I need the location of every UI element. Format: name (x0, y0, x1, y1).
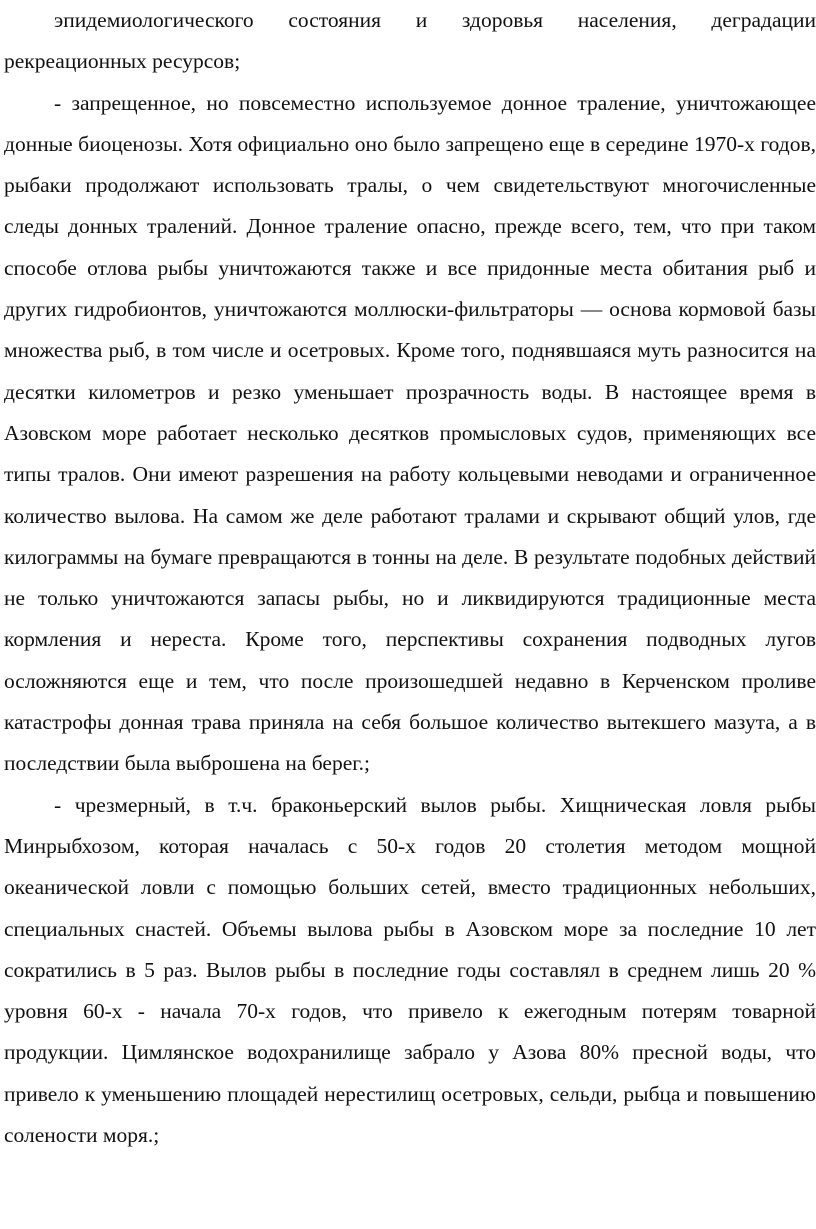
paragraph-overfishing: - чрезмерный, в т.ч. браконьерский вылов рыбы. Хищническая ловля рыбы Минрыбхозом, которая началась с 50-х годов 20 столетия методом мощной океанической ловли с помощью больших сетей, вместо традиционных небольших, специальных снастей. Объемы вылова рыбы в Азовском море за последние 10 лет сократились в 5 раз. Вылов рыбы в последние годы составлял в среднем лишь 20 % уровня 60-х - начала 70-х годов, что привело к ежегодным потерям товарной продукции. Цимлянское водохранилище забрало у Азова 80% пресной воды, что привело к уменьшению площадей нерестилищ осетровых, сельди, рыбца и повышению солености моря.; (4, 792, 816, 1148)
paragraph-bottom-trawling: - запрещенное, но повсеместно используемое донное траление, уничтожающее донные биоценозы. Хотя официально оно было запрещено еще в середине 1970-х годов, рыбаки продолжают использовать тралы, о чем свидетельствуют многочисленные следы донных тралений. Донное траление опасно, прежде всего, тем, что при таком способе отлова рыбы уничтожаются также и все придонные места обитания рыб и других гидробионтов, уничтожаются моллюски-фильтраторы — основа кормовой базы множества рыб, в том числе и осетровых. Кроме того, поднявшаяся муть разносится на десятки километров и резко уменьшает прозрачность воды. В настоящее время в Азовском море работает несколько десятков промысловых судов, применяющих все типы тралов. Они имеют разрешения на работу кольцевыми неводами и ограниченное количество вылова. На самом же деле работают тралами и скрывают общий улов, где килограммы на бумаге превращаются в тонны на деле. В результате подобных действий не только уничтожаются запасы рыбы, но и ликвидируются традиционные места кормления и нереста. Кроме того, перспективы сохранения подводных лугов осложняются еще и тем, что после произошедшей недавно в Керченском проливе катастрофы донная трава приняла на себя большое количество вытекшего мазута, а в последствии была выброшена на берег.; (4, 90, 816, 776)
paragraph-recreation-degradation: эпидемиологического состояния и здоровья населения, деградации рекреационных ресурсов; (4, 8, 816, 74)
document-body (4, 0, 816, 1156)
